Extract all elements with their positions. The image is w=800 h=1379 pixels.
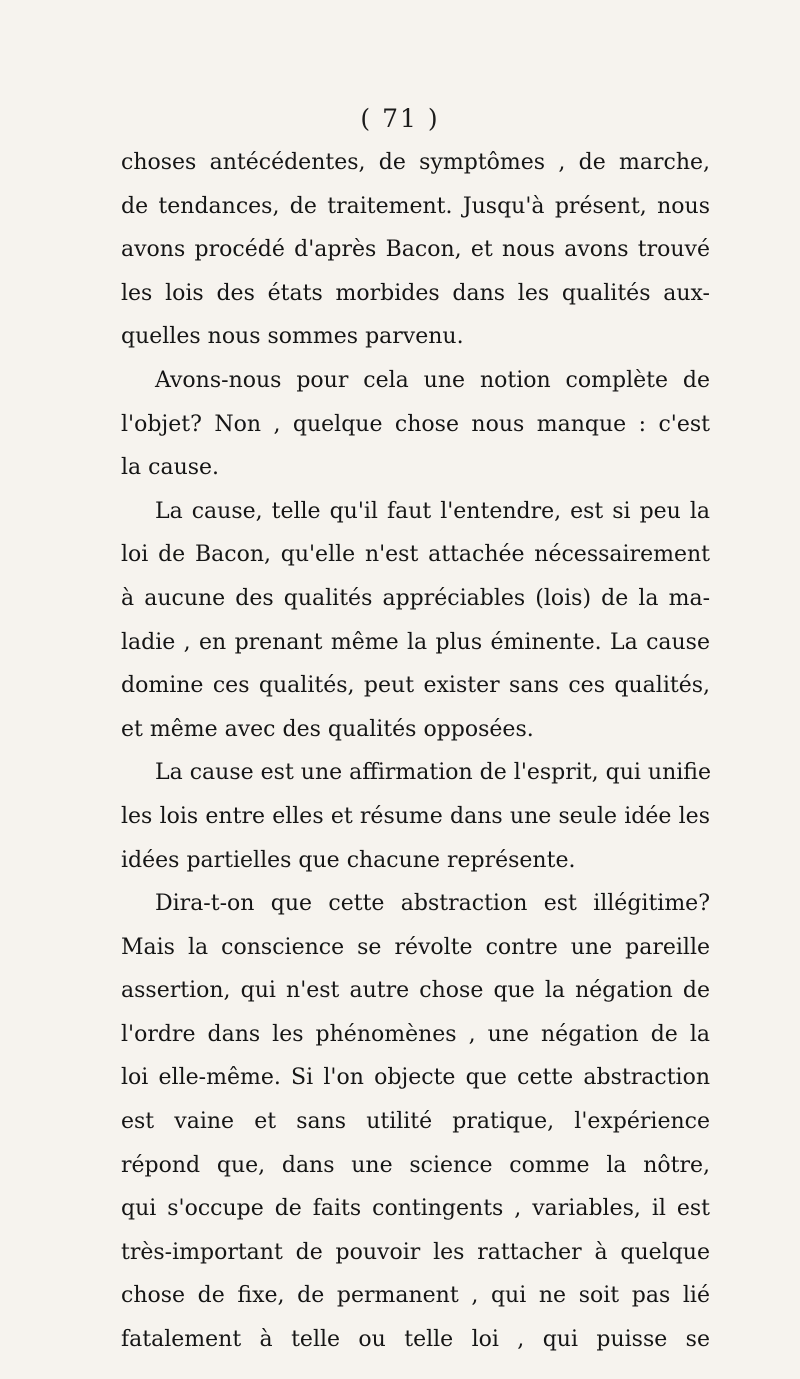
text-line: fatalement à telle ou telle loi , qui puisse se — [121, 1327, 710, 1353]
text-line: ladie , en prenant même la plus éminente. La cause — [121, 629, 710, 655]
text-line: idées partielles que chacune représente. — [121, 847, 576, 873]
text-line: Mais la conscience se révolte contre une pareille — [121, 934, 710, 960]
body-text — [121, 141, 710, 1362]
text-line: l'objet? Non , quelque chose nous manque : c'est — [121, 411, 710, 437]
text-line: La cause, telle qu'il faut l'entendre, est si peu la — [155, 498, 710, 524]
text-line: assertion, qui n'est autre chose que la négation de — [121, 978, 710, 1004]
text-line: Dira-t-on que cette abstraction est illégitime? — [155, 891, 710, 917]
text-line: les lois des états morbides dans les qualités aux- — [121, 280, 710, 306]
text-line: chose de fixe, de permanent , qui ne soit pas lié — [121, 1283, 710, 1309]
text-line: très-important de pouvoir les rattacher à quelque — [121, 1239, 710, 1265]
text-line: choses antécédentes, de symptômes , de marche, — [121, 150, 710, 175]
text-line: à aucune des qualités appréciables (lois) de la ma- — [121, 585, 710, 611]
text-line: répond que, dans une science comme la nôtre, — [121, 1152, 710, 1178]
text-line: Avons-nous pour cela une notion complète de — [155, 367, 710, 393]
text-line: les lois entre elles et résume dans une seule idée les — [121, 803, 710, 829]
text-line: quelles nous sommes parvenu. — [121, 324, 464, 350]
text-line: loi de Bacon, qu'elle n'est attachée nécessairement — [121, 542, 710, 568]
text-line: la cause. — [121, 455, 220, 481]
text-line: l'ordre dans les phénomènes , une négation de la — [121, 1021, 710, 1047]
text-line: domine ces qualités, peut exister sans ces qualités, — [121, 673, 710, 699]
text-line: La cause est une affirmation de l'esprit, qui unifie — [155, 760, 711, 786]
text-line: qui s'occupe de faits contingents , variables, il est — [121, 1196, 710, 1222]
text-line: est vaine et sans utilité pratique, l'expérience — [121, 1109, 710, 1135]
text-line: de tendances, de traitement. Jusqu'à présent, nous — [121, 193, 710, 219]
text-line: loi elle-même. Si l'on objecte que cette abstraction — [121, 1065, 710, 1091]
text-line: et même avec des qualités opposées. — [121, 716, 534, 742]
page-number: ( 71 ) — [360, 104, 440, 133]
text-line: avons procédé d'après Bacon, et nous avons trouvé — [121, 237, 710, 263]
